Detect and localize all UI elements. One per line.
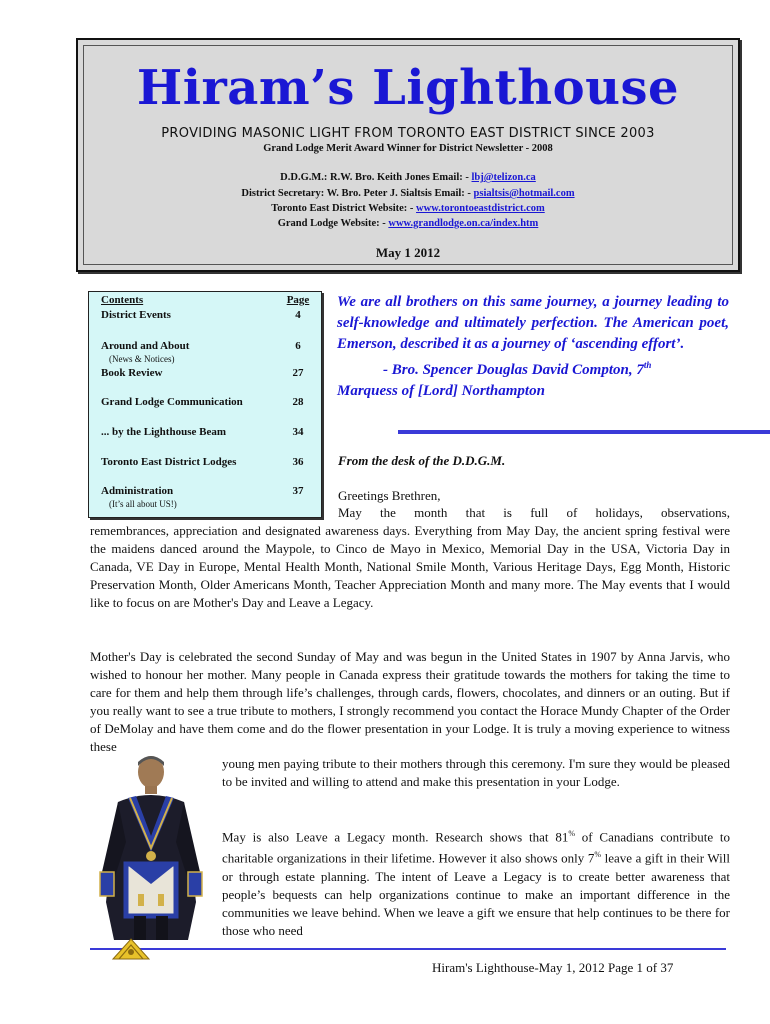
page-footer: Hiram's Lighthouse-May 1, 2012 Page 1 of 37 xyxy=(432,960,674,975)
footer-divider xyxy=(90,948,726,950)
district-website-label: Toronto East District Website: - xyxy=(271,203,417,214)
ddgm-contact xyxy=(78,172,738,183)
toc-item-page: 4 xyxy=(295,309,301,321)
ddgm-email-link[interactable]: lbj@telizon.ca xyxy=(471,172,536,183)
toc-item-label: ... by the Lighthouse Beam xyxy=(101,426,226,438)
toc-item-page: 34 xyxy=(292,426,304,438)
toc-item-label: Around and About xyxy=(101,340,190,352)
newsletter-title: Hiram’s Lighthouse xyxy=(136,60,680,116)
toc-item-subtitle: (News & Notices) xyxy=(109,354,175,364)
toc-item-page: 28 xyxy=(292,396,304,408)
lighthouse-logo-icon xyxy=(111,937,151,961)
percent-sup: % xyxy=(594,850,602,860)
article-paragraph-1-start: May the month that is full of holidays, observations, xyxy=(338,505,730,520)
article-paragraph-3 xyxy=(222,825,730,940)
toc-item-page: 37 xyxy=(292,485,304,497)
toc-item-label: District Events xyxy=(101,309,171,321)
quote-attribution: - Bro. Spencer Douglas David Compton, 7 xyxy=(383,362,644,378)
toc-item-label: Grand Lodge Communication xyxy=(101,396,243,408)
paragraph-3-part: leave a gift in their Will or through estate planning. The intent of Leave a Legacy is to create better awareness that people’s bequests can help organizations continue to make an important difference in the communities we leave behind. When we leave a gift we ensure that help continues to be there for those who need xyxy=(222,850,730,938)
table-of-contents xyxy=(88,291,322,518)
district-website-link[interactable]: www.torontoeastdistrict.com xyxy=(416,203,545,214)
secretary-email-link[interactable]: psialtsis@hotmail.com xyxy=(473,188,575,199)
quote-attribution-end: Marquess of [Lord] Northampton xyxy=(337,383,545,399)
grand-lodge-website xyxy=(78,218,738,229)
toc-header-label: Contents xyxy=(101,294,144,306)
toc-item-label: Book Review xyxy=(101,367,163,379)
quote-attribution-sup: th xyxy=(643,360,652,370)
grand-lodge-website-label: Grand Lodge Website: - xyxy=(277,218,389,229)
issue-date: May 1 2012 xyxy=(375,245,441,260)
tagline: PROVIDING MASONIC LIGHT FROM TORONTO EAST DISTRICT SINCE 2003 xyxy=(161,126,655,141)
ddgm-portrait xyxy=(88,752,214,942)
toc-item-page: 27 xyxy=(292,367,304,379)
percent-sup: % xyxy=(568,829,575,838)
secretary-contact xyxy=(78,188,738,199)
article-paragraph-2: Mother's Day is celebrated the second Sunday of May and was begun in the United States in 1907 by Anna Jarvis, who wished to honour her mother. Many people in Canada express their gratitude towards the mothers for taking the time to care for them and help them through life’s challenges, through cards, flowers, chocolates, and dinners or an outing. But if you really want to see a true tribute to mothers, I strongly recommend you contact the Horace Mundy Chapter of the Order of DeMolay and have them come and do the flower presentation in your Lodge. It is truly a moving experience to witness these xyxy=(90,649,730,754)
toc-item-label: Administration xyxy=(101,485,174,497)
article-heading: From the desk of the D.D.G.M. xyxy=(338,453,506,468)
quote-text: We are all brothers on this same journey, a journey leading to self-knowledge and ultimately perfection. The American poet, Emerson, described it as a journey of ‘ascending effort’. xyxy=(337,294,729,352)
toc-item-subtitle: (It’s all about US!) xyxy=(109,499,177,509)
toc-item-page: 36 xyxy=(292,456,304,468)
quote-divider xyxy=(398,430,770,434)
article-paragraph-1: remembrances, appreciation and designated awareness days. Everything from May Day, the ancient spring festival were the maidens danced around the Maypole, to Cinco de Mayo in Mexico, Memorial Day in the USA, Victoria Day in Canada, VE Day in Europe, Mental Health Month, National Smile Month, Various Heritage Days, Egg Month, Historic Preservation Month, Older Americans Month, Teacher Appreciation Month and many more. The May events that I would like to focus on are Mother's Day and Leave a Legacy. xyxy=(90,523,730,610)
article-greeting: Greetings Brethren, xyxy=(338,488,441,503)
toc-item-label: Toronto East District Lodges xyxy=(101,456,237,468)
district-website xyxy=(78,203,738,214)
paragraph-3-part: May is also Leave a Legacy month. Research shows that 81 xyxy=(222,829,569,845)
grand-lodge-website-link[interactable]: www.grandlodge.on.ca/index.htm xyxy=(388,218,539,229)
toc-header-page: Page xyxy=(286,294,310,306)
article-paragraph-2-continued: young men paying tribute to their mothers through this ceremony. I'm sure they would be pleased to be invited and willing to attend and make this presentation in your Lodge. xyxy=(222,756,730,789)
award-line: Grand Lodge Merit Award Winner for District Newsletter - 2008 xyxy=(263,143,553,154)
masthead xyxy=(76,38,740,272)
toc-item-page: 6 xyxy=(295,340,301,352)
secretary-label: District Secretary: W. Bro. Peter J. Sialtsis Email: - xyxy=(241,188,474,199)
pull-quote xyxy=(337,292,729,402)
ddgm-label: D.D.G.M.: R.W. Bro. Keith Jones Email: - xyxy=(280,172,472,183)
paragraph-3-part: of Canadians contribute to charitable organizations in their lifetime. However it also shows only 7 xyxy=(222,829,730,866)
